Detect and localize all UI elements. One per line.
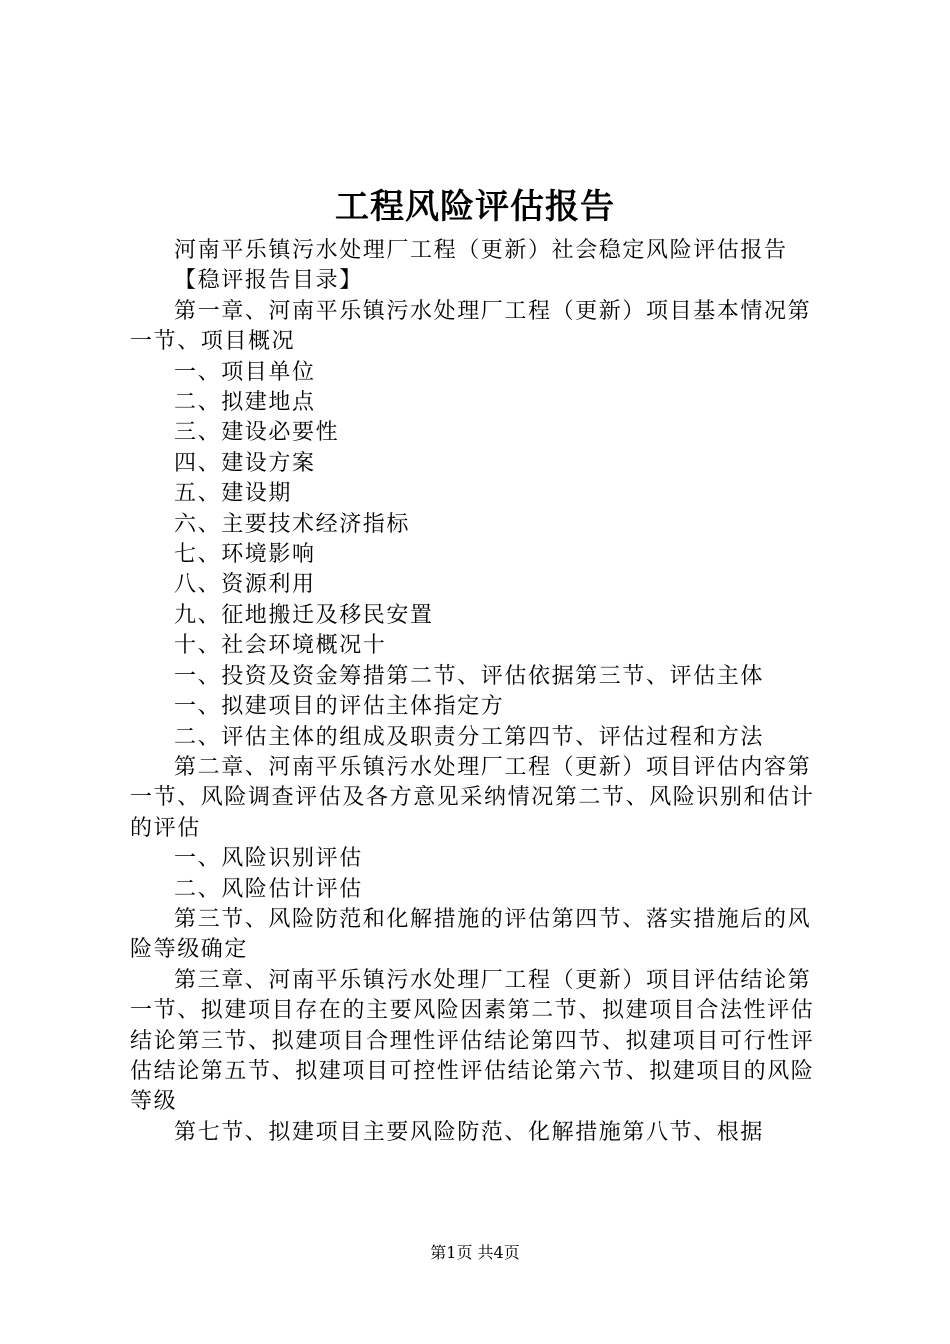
list-item: 二、风险估计评估 — [174, 876, 363, 902]
document-body — [130, 236, 832, 1148]
paragraph-chapter-2: 第二章、河南平乐镇污水处理厂工程（更新）项目评估内容第一节、风险调查评估及各方意见采纳情况第二节、风险识别和估计的评估 — [130, 754, 815, 841]
paragraph-intro: 河南平乐镇污水处理厂工程（更新）社会稳定风险评估报告 — [174, 238, 788, 263]
list-item: 十、社会环境概况十 — [174, 633, 387, 659]
page-footer: 第1页 共4页 — [430, 1243, 520, 1262]
list-item: 二、拟建地点 — [174, 390, 316, 416]
list-item: 五、建设期 — [174, 481, 293, 507]
list-item: 一、项目单位 — [174, 359, 316, 385]
list-item: 七、环境影响 — [174, 542, 316, 568]
list-item: 一、风险识别评估 — [174, 846, 363, 872]
list-item: 八、资源利用 — [174, 572, 316, 598]
list-item: 六、主要技术经济指标 — [174, 511, 411, 537]
paragraph-toc-heading: 【稳评报告目录】 — [174, 268, 363, 294]
list-item: 二、评估主体的组成及职责分工第四节、评估过程和方法 — [174, 724, 765, 750]
list-item: 九、征地搬迁及移民安置 — [174, 602, 434, 628]
list-item: 一、投资及资金筹措第二节、评估依据第三节、评估主体 — [174, 663, 765, 689]
paragraph-section-3: 第三节、风险防范和化解措施的评估第四节、落实措施后的风险等级确定 — [130, 906, 812, 963]
paragraph-chapter-3: 第三章、河南平乐镇污水处理厂工程（更新）项目评估结论第一节、拟建项目存在的主要风险因素第二节、拟建项目合法性评估结论第三节、拟建项目合理性评估结论第四节、拟建项目可行性评估结论第五节、拟建项目可控性评估结论第六节、拟建项目的风险等级 — [130, 967, 815, 1115]
document-title: 工程风险评估报告 — [335, 187, 615, 227]
paragraph-section-7: 第七节、拟建项目主要风险防范、化解措施第八节、根据 — [174, 1119, 765, 1145]
list-item: 四、建设方案 — [174, 450, 316, 476]
list-item: 三、建设必要性 — [174, 420, 340, 446]
list-item: 一、拟建项目的评估主体指定方 — [174, 694, 505, 720]
paragraph-chapter-1: 第一章、河南平乐镇污水处理厂工程（更新）项目基本情况第一节、项目概况 — [130, 298, 812, 355]
